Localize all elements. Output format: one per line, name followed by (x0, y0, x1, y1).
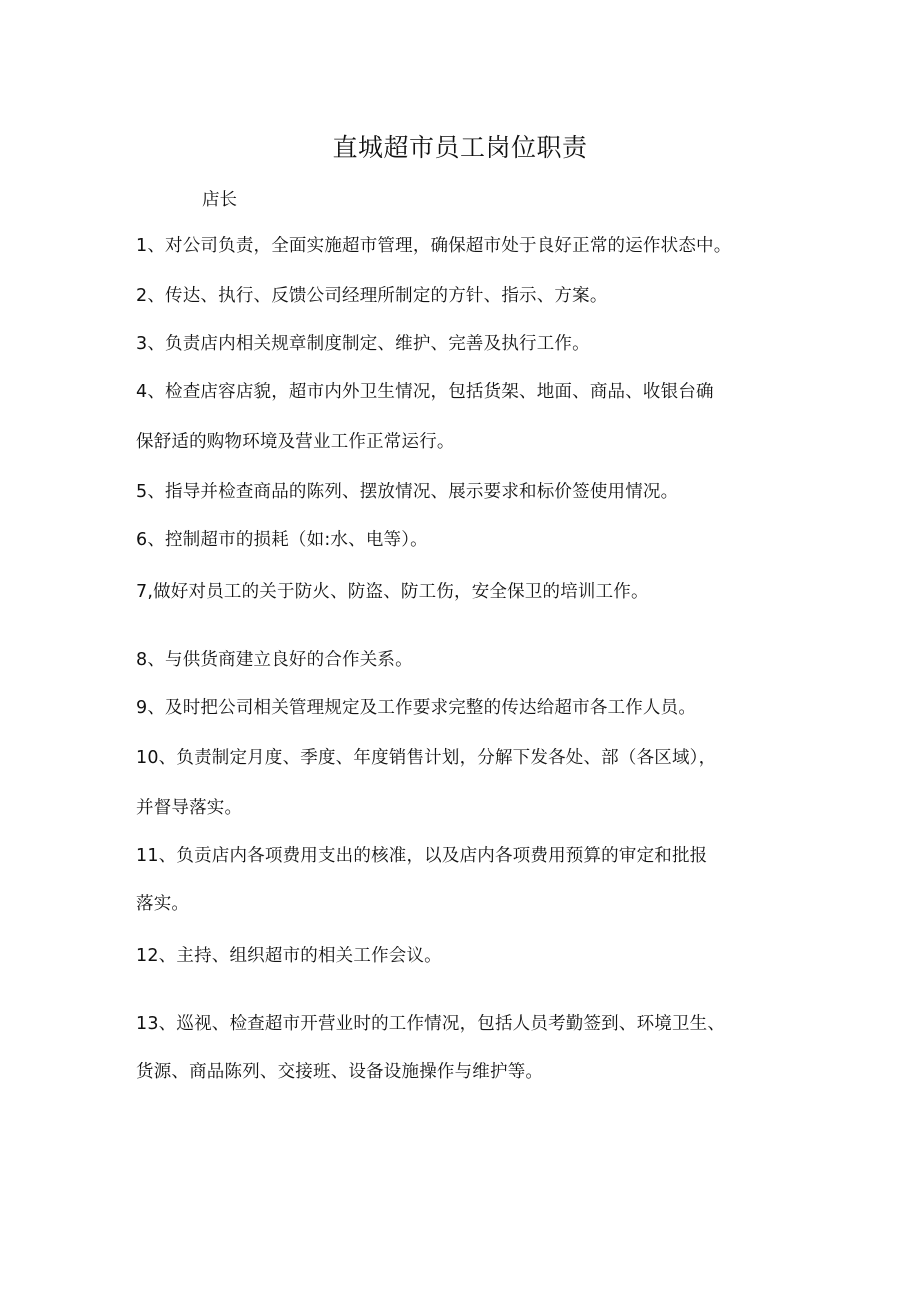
duty-item-4-line-2: 保舒适的购物环境及营业工作正常运行。 (136, 432, 455, 452)
duty-item-12: 12、主持、组织超市的相关工作会议。 (136, 946, 442, 966)
duty-item-1: 1、对公司负责，全面实施超市管理，确保超市处于良好正常的运作状态中。 (136, 236, 732, 256)
role-heading: 店长 (202, 190, 237, 210)
duty-item-4-line-1: 4、检查店容店貌，超市内外卫生情况，包括货架、地面、商品、收银台确 (136, 382, 714, 402)
duty-item-5: 5、指导并检查商品的陈列、摆放情况、展示要求和标价签使用情况。 (136, 482, 679, 502)
duty-item-6: 6、控制超市的损耗（如:水、电等）。 (136, 530, 428, 550)
duty-item-11-line-1: 11、负贡店内各项费用支出的核准，以及店内各项费用预算的审定和批报 (136, 846, 708, 866)
page-title: 直城超市员工岗位职责 (332, 133, 588, 162)
duty-item-7: 7,做好对员工的关于防火、防盗、防工伤，安全保卫的培训工作。 (136, 582, 649, 602)
duty-item-10-line-2: 并督导落实。 (136, 798, 243, 818)
duty-item-8: 8、与供货商建立良好的合作关系。 (136, 650, 413, 670)
duty-item-3: 3、负责店内相关规章制度制定、维护、完善及执行工作。 (136, 334, 590, 354)
duty-item-2: 2、传达、执行、反馈公司经理所制定的方针、指示、方案。 (136, 286, 608, 306)
duty-item-10-line-1: 10、负责制定月度、季度、年度销售计划，分解下发各处、部（各区域）， (136, 748, 717, 768)
duty-item-13-line-2: 货源、商品陈列、交接班、设备设施操作与维护等。 (136, 1062, 544, 1082)
duty-item-11-line-2: 落实。 (136, 894, 190, 914)
duty-item-9: 9、及时把公司相关管理规定及工作要求完整的传达给超市各工作人员。 (136, 698, 697, 718)
duty-item-13-line-1: 13、巡视、检查超市开营业时的工作情况，包括人员考勤签到、环境卫生、 (136, 1014, 726, 1034)
